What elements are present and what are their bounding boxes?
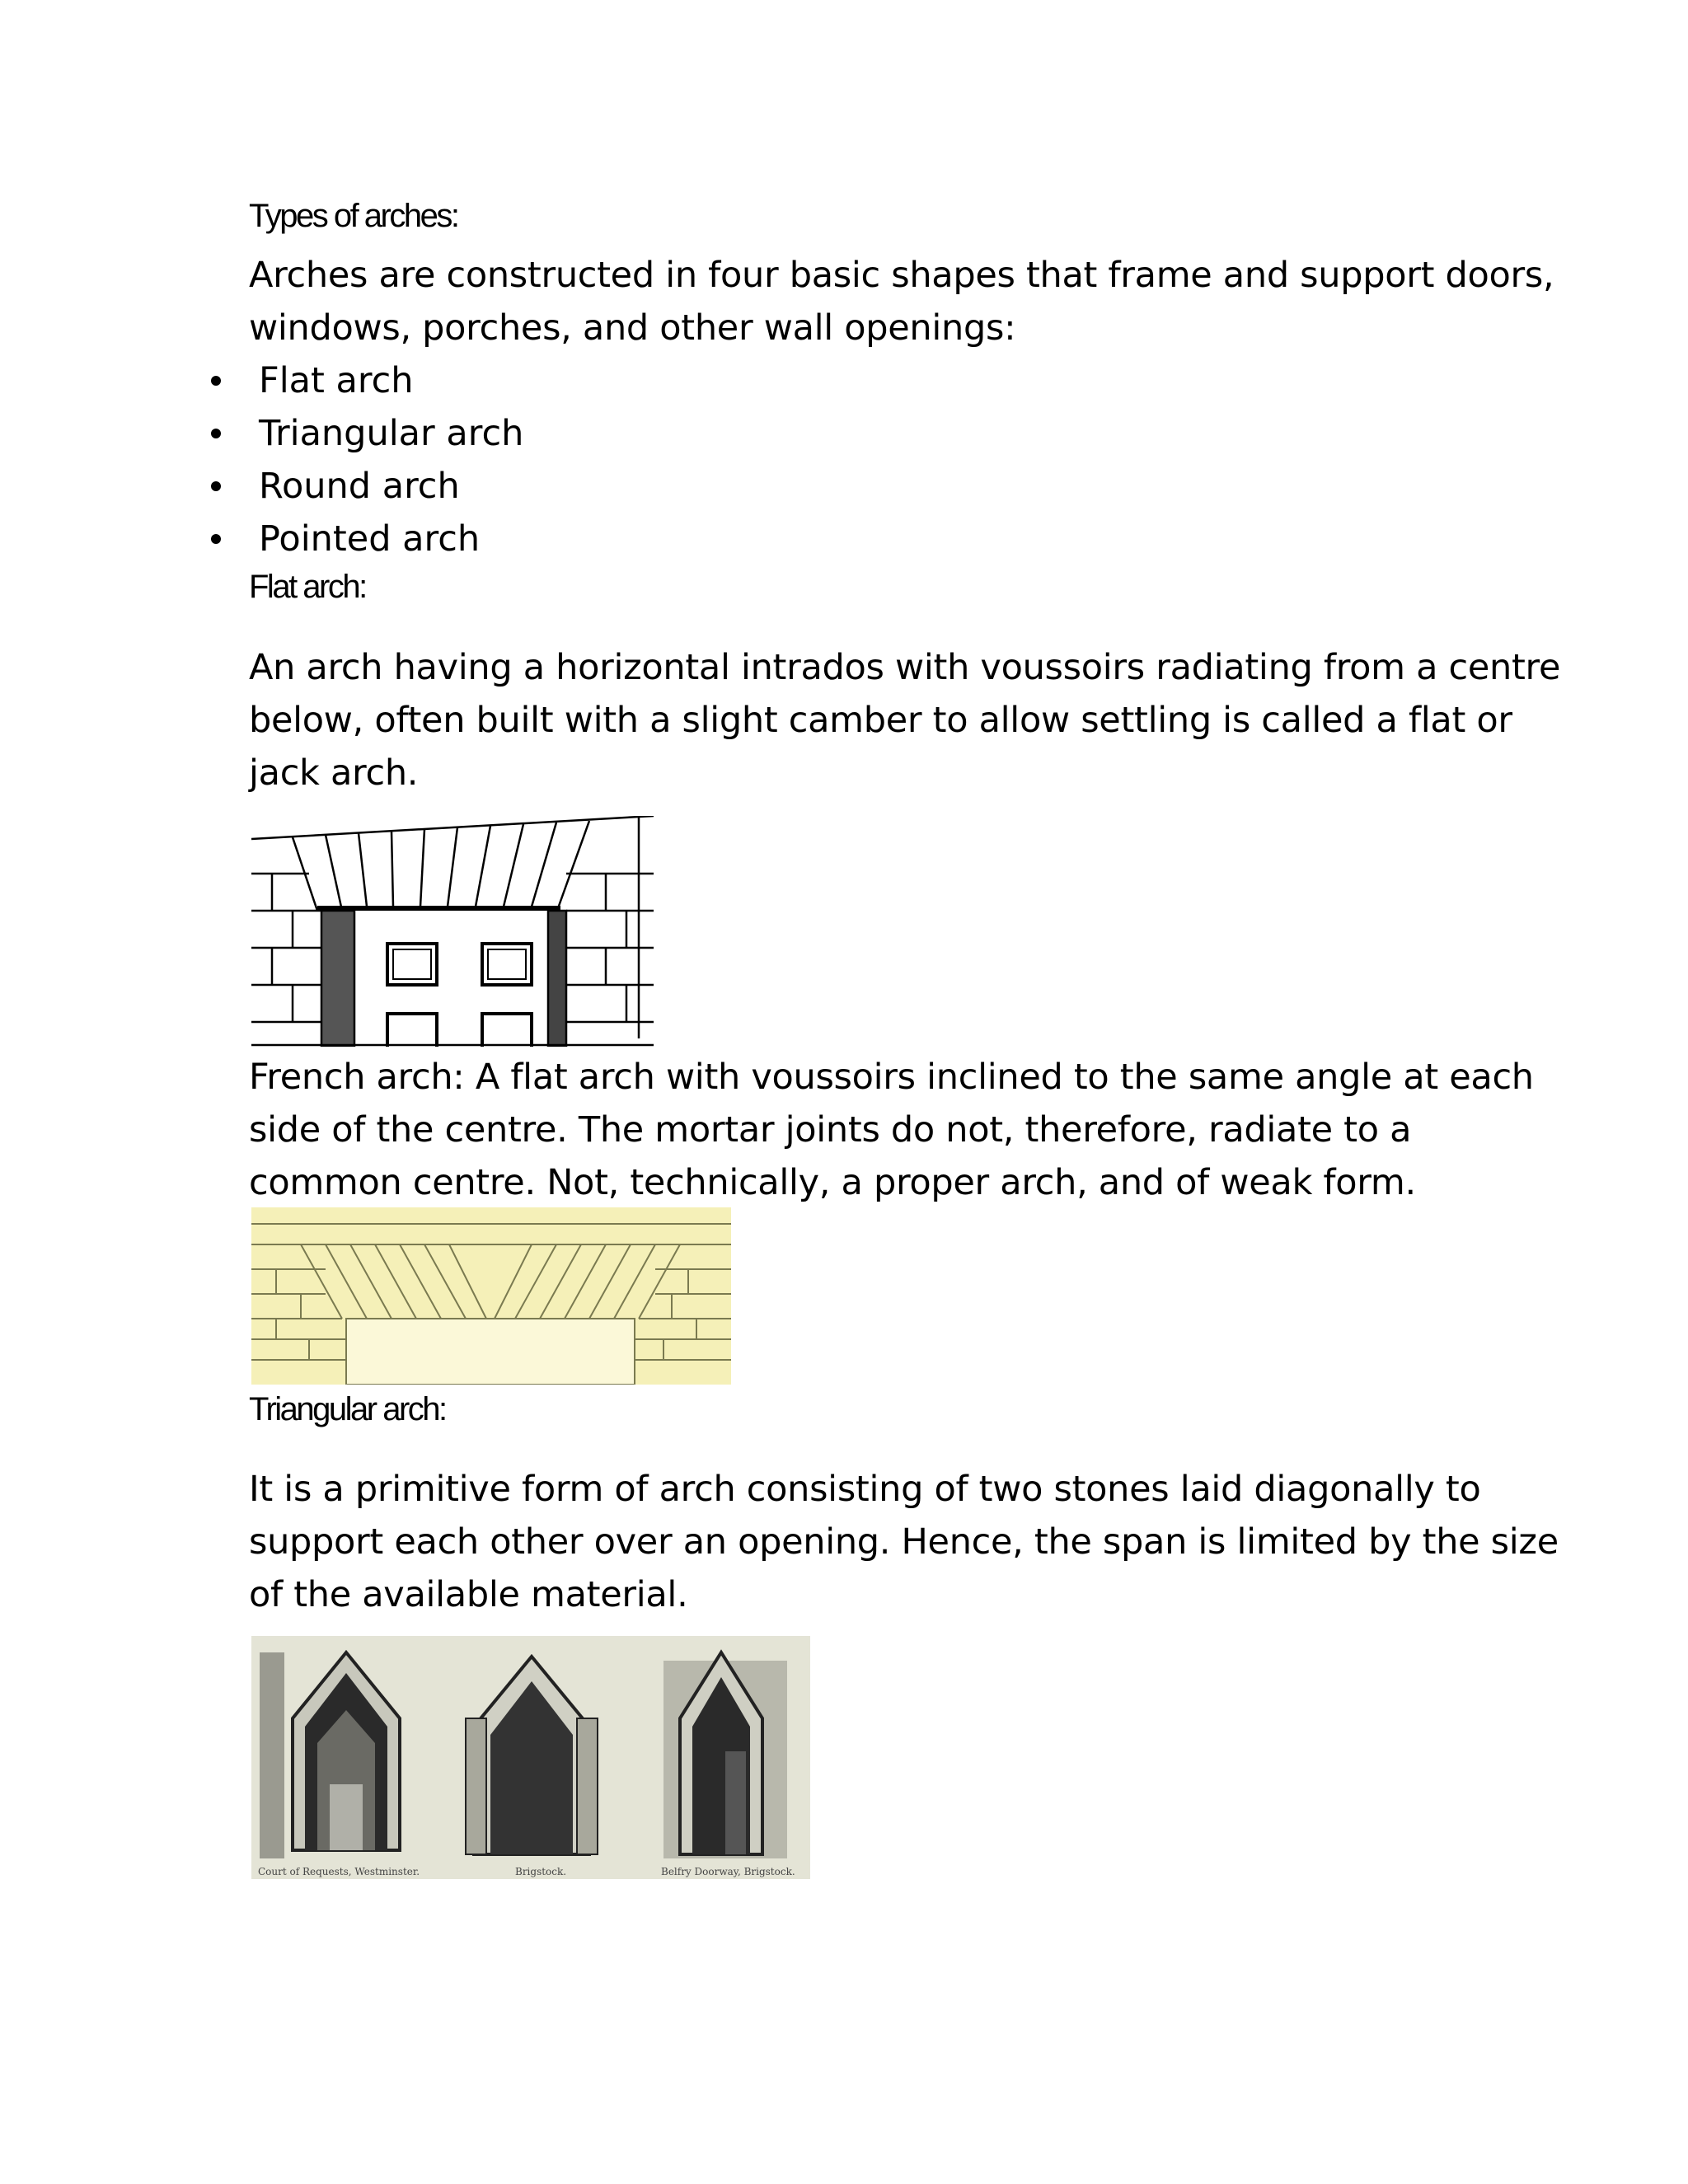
bullet-icon: [211, 376, 221, 386]
paragraph-line: It is a primitive form of arch consisting of two stones laid diagonally to: [249, 1469, 1481, 1510]
paragraph-line: support each other over an opening. Hence, the span is limited by the size: [249, 1521, 1559, 1563]
intro-line: Arches are constructed in four basic shapes that frame and support doors,: [249, 255, 1554, 296]
flat-arch-figure: [251, 816, 654, 1047]
paragraph-line: French arch: A flat arch with voussoirs inclined to the same angle at each: [249, 1057, 1534, 1098]
caption-2: Brigstock.: [515, 1866, 567, 1877]
intro-line: windows, porches, and other wall openings:: [249, 307, 1016, 349]
doorway-engraving-3: [663, 1652, 787, 1858]
caption-3: Belfry Doorway, Brigstock.: [661, 1866, 795, 1877]
triangular-arch-paragraph: [249, 1463, 1559, 1621]
french-arch-paragraph: [249, 1051, 1534, 1209]
paragraph-line: common centre. Not, technically, a proper arch, and of weak form.: [249, 1162, 1416, 1203]
bullet-icon: [211, 429, 221, 438]
paragraph-line: jack arch.: [249, 752, 419, 794]
caption-1: Court of Requests, Westminster.: [258, 1866, 420, 1877]
paragraph-line: side of the centre. The mortar joints do not, therefore, radiate to a: [249, 1109, 1412, 1151]
triangular-arch-heading: Triangular arch:: [249, 1391, 446, 1427]
triangular-arch-figure: [251, 1636, 810, 1879]
french-arch-figure: [251, 1207, 731, 1385]
paragraph-line: of the available material.: [249, 1574, 688, 1615]
bullet-icon: [211, 481, 221, 491]
flat-arch-paragraph: [249, 641, 1561, 799]
section-title: Types of arches:: [249, 198, 458, 234]
bullet-icon: [211, 534, 221, 544]
flat-arch-heading: Flat arch:: [249, 569, 366, 605]
paragraph-line: An arch having a horizontal intrados with voussoirs radiating from a centre: [249, 647, 1561, 688]
intro-paragraph: [249, 249, 1554, 354]
paragraph-line: below, often built with a slight camber to allow settling is called a flat or: [249, 700, 1512, 741]
